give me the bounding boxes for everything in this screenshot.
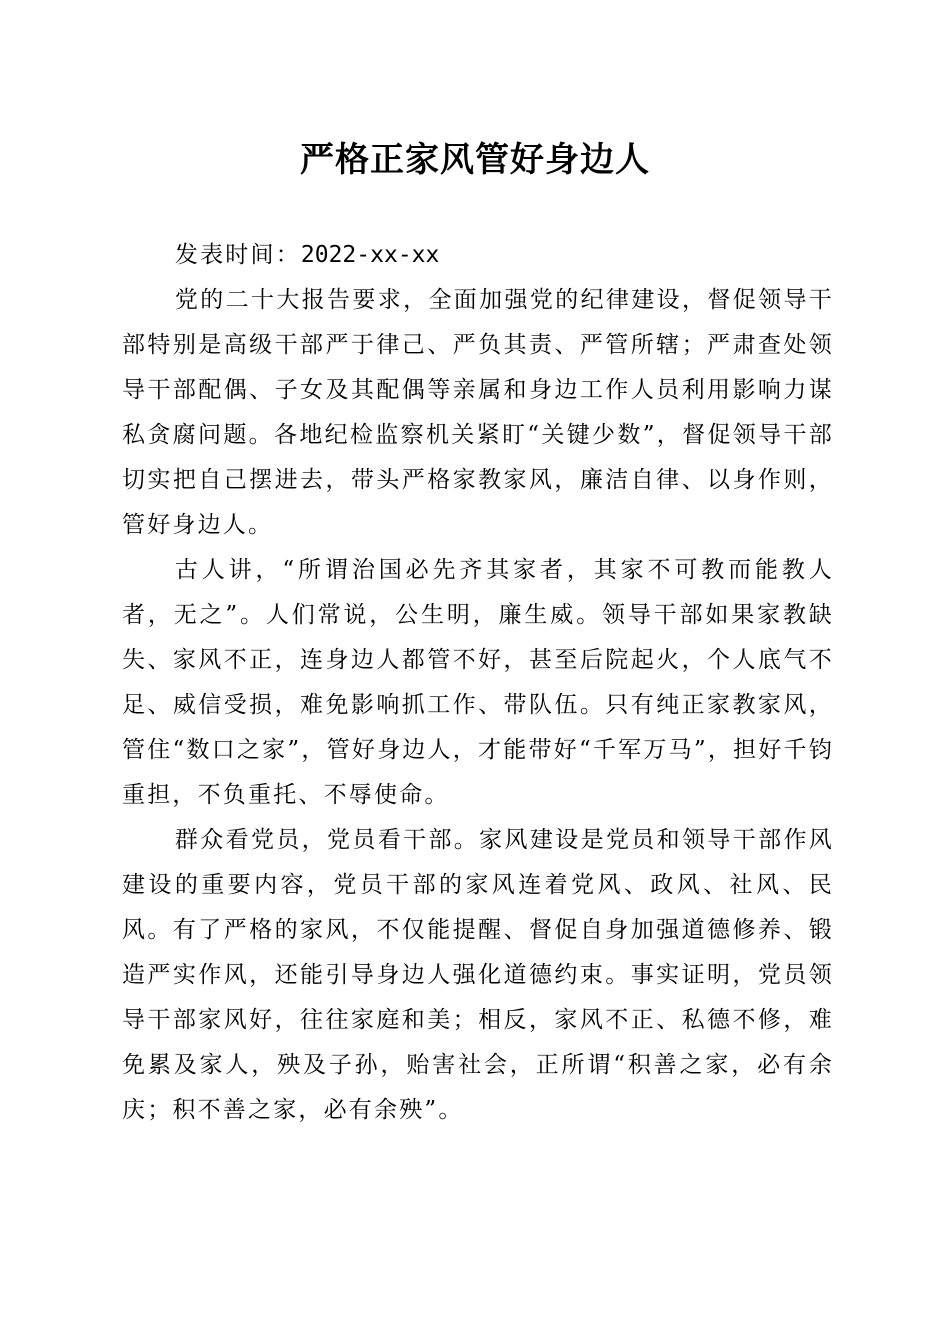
- paragraph: 党的二十大报告要求，全面加强党的纪律建设，督促领导干部特别是高级干部严于律己、严负其责、严管所辖；严肃查处领导干部配偶、子女及其配偶等亲属和身边工作人员利用影响力谋私贪腐问题。各地纪检监察机关紧盯“关键少数”，督促领导干部切实把自己摆进去，带头严格家教家风，廉洁自律、以身作则，管好身边人。: [122, 287, 834, 538]
- publish-date-value: 2022-xx-xx: [300, 242, 440, 268]
- paragraph: 群众看党员，党员看干部。家风建设是党员和领导干部作风建设的重要内容，党员干部的家风连着党风、政风、社风、民风。有了严格的家风，不仅能提醒、督促自身加强道德修养、锻造严实作风，还能引导身边人强化道德约束。事实证明，党员领导干部家风好，往往家庭和美；相反，家风不正、私德不修，难免累及家人，殃及子孙，贻害社会，正所谓“积善之家，必有余庆；积不善之家，必有余殃”。: [122, 827, 834, 1123]
- publish-date-line: [122, 233, 834, 278]
- document-title: 严格正家风管好身边人: [300, 140, 650, 180]
- publish-date-label: 发表时间：: [174, 242, 301, 268]
- paragraph: 古人讲，“所谓治国必先齐其家者，其家不可教而能教人者，无之”。人们常说，公生明，廉生威。领导干部如果家教缺失、家风不正，连身边人都管不好，甚至后院起火，个人底气不足、威信受损，难免影响抓工作、带队伍。只有纯正家教家风，管住“数口之家”，管好身边人，才能带好“千军万马”，担好千钧重担，不负重托、不辱使命。: [122, 557, 834, 808]
- document-body: [122, 233, 834, 1133]
